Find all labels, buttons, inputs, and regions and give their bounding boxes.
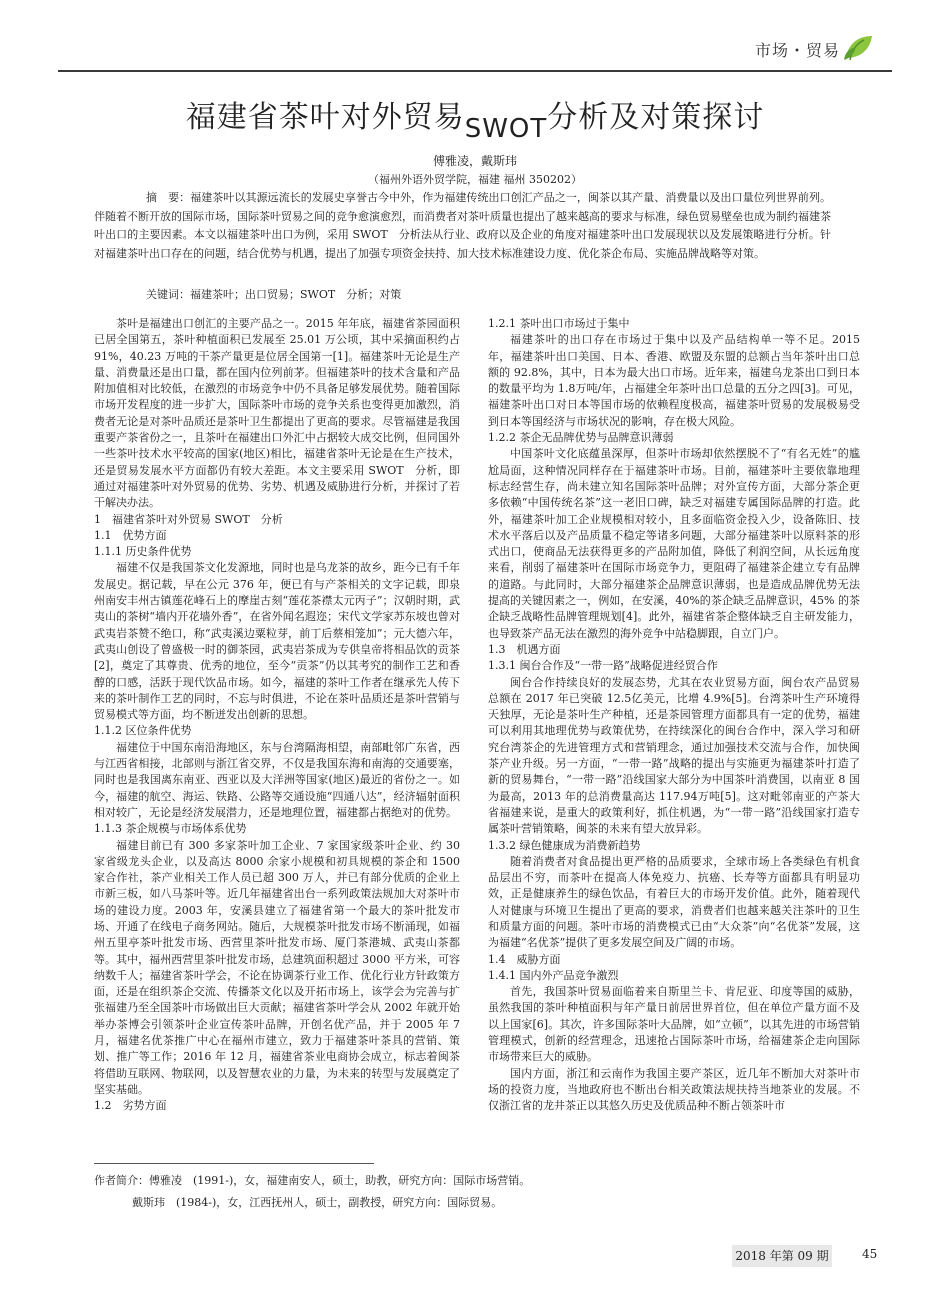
- article-title: [0, 92, 950, 144]
- abstract-label: 摘 要：: [146, 191, 191, 204]
- section-tag: 市场・贸易: [754, 41, 840, 60]
- right-column: [488, 316, 860, 1115]
- paragraph: 首先，我国茶叶贸易面临着来自斯里兰卡、肯尼亚、印度等国的威胁，虽然我国的茶叶种植面积与年产量日前居世界首位，但在单位产量方面不及以上国家[6]。其次，许多国际茶叶大品牌，如“立顿”，以其先进的市场营销管理模式，创新的经营理念，迅速抢占国际茶叶市场，给福建茶企走向国际市场带来巨大的威胁。: [488, 985, 860, 1064]
- footnote-rule: [94, 1163, 374, 1164]
- keywords: 关键词：福建茶叶；出口贸易；SWOT 分析；对策: [146, 288, 402, 301]
- section-heading: 1.2.2 茶企无品牌优势与品牌意识薄弱: [488, 431, 674, 445]
- issue-label: 2018 年第 09 期: [732, 1245, 832, 1267]
- section-heading: 1.1 优势方面: [94, 528, 167, 542]
- section-heading: 1 福建省茶叶对外贸易 SWOT 分析: [94, 512, 283, 526]
- paragraph: 闽台合作持续良好的发展态势，尤其在农业贸易方面，闽台农产品贸易总额在 2017 年已突破 12.5亿美元，比增 4.9%[5]。台湾茶叶生产环境得天独厚，无论是茶叶生产种植，还是茶园管理方面都具有一定的优势，福建可以利用其地理优势与政策优势，在持续深化的闽台合作中，深入学习和研究台湾茶企的先进管理方式和营销理念，通过加强技术交流与合作，加快闽茶产业升级。另一方面，“一带一路”战略的提出与实施更为福建茶叶打造了新的贸易舞台，“一带一路”沿线国家大部分为中国茶叶消费国，以南亚 8 国为最高，2013 年的总消费量高达 117.94万吨[5]。这对毗邻南亚的产茶大省福建来说，是重大的政策利好，抓住机遇，为“一带一路”沿线国家打造专属茶叶营销策略，闽茶的未来有望大放异彩。: [488, 675, 860, 836]
- page-number: 45: [862, 1247, 878, 1261]
- footnote-line-1: 作者简介：傅雅凌 (1991-)，女，福建南安人，硕士，助教，研究方向：国际市场营销。: [94, 1174, 531, 1187]
- paragraph: 福建目前已有 300 多家茶叶加工企业、7 家国家级茶叶企业、约 30 家省级龙头企业，以及高达 8000 余家小规模和初具规模的茶企和 1500 家合作社，茶产业相关工作人员已超 300 万人，并已有部分优质的企业上市新三板，如八马茶叶等。近几年福建省出台一系列政策法规加大对茶叶市场的建设力度。2003 年，安溪县建立了福建省第一个最大的茶叶批发市场、开通了在线电子商务网站。随后，大规模茶叶批发市场不断涌现，如福州五里亭茶叶批发市场、西营里茶叶批发市场、厦门茶港城、武夷山茶都等。其中，福州西营里茶叶批发市场，总建筑面积超过 3000 平方米，可容纳数千人；福建省茶叶学会，不论在协调茶行业工作、优化行业方针政策方面，还是在组织茶企交流、传播茶文化以及开拓市场上，该学会为完善与扩张福建乃至全国茶叶市场做出巨大贡献；福建省茶叶学会从 2002 年就开始举办茶博会引领茶叶企业宣传茶叶品牌，开创名优产品，并于 2005 年 7 月，福建名优茶推广中心在福州市建立，致力于福建茶叶茶具的营销、策划、推广等工作；2016 年 12 月，福建省茶业电商协会成立，标志着闽茶将借助互联网、物联网，以及智慧农业的力量，为未来的转型与发展奠定了坚实基础。: [94, 838, 460, 1096]
- section-heading: 1.2 劣势方面: [94, 1099, 167, 1113]
- header-rule: [58, 70, 892, 72]
- section-heading: 1.4 威胁方面: [488, 952, 561, 966]
- paragraph: 福建茶叶的出口存在市场过于集中以及产品结构单一等不足。2015 年，福建茶叶出口美国、日本、香港、欧盟及东盟的总额占当年茶叶出口总额的 92.8%，其中，日本为最大出口市场。近年来，福建乌龙茶出口到日本的数量平均为 1.8万吨/年，占福建全年茶叶出口总量的五分之四[3]。可见，福建茶叶出口对日本等国市场的依赖程度极高，福建茶叶贸易的发展极易受到日本等国经济与市场状况的影响，存在极大风险。: [488, 333, 860, 428]
- paragraph: 中国茶叶文化底蕴虽深厚，但茶叶市场却依然摆脱不了“有名无姓”的尴尬局面，这种情况同样存在于福建茶叶市场。目前，福建茶叶主要依靠地理标志经营生存，尚未建立知名国际茶叶品牌；对外宣传方面，大部分茶企更多依赖“中国传统名茶”这一老旧口碑，缺乏对福建专属国际品牌的打造。此外，福建茶叶加工企业规模相对较小，且多面临资金投入少，设备陈旧、技术水平落后以及产品质量不稳定等诸多问题，大部分福建茶叶以原料茶的形式出口，使商品无法获得更多的产品附加值，降低了利润空间，从长远角度来看，削弱了福建茶叶在国际市场竞争力，更阻碍了福建茶企建立专有品牌的道路。与此同时，大部分福建茶企品牌意识薄弱，也是造成品牌优势无法提高的关键因素之一，例如，在安溪，40%的茶企缺乏品牌意识，45% 的茶企缺乏战略性品牌管理规划[4]。此外，福建省茶企整体缺乏自主研发能力，也导致茶产品无法在激烈的海外竞争中站稳脚跟，自立门户。: [488, 447, 860, 640]
- abstract-text: 福建茶叶以其源远流长的发展史享誉古今中外，作为福建传统出口创汇产品之一，闽茶以其产量、消费量以及出口量位列世界前列。伴随着不断开放的国际市场，国际茶叶贸易之间的竞争愈演愈烈，而消费者对茶叶质量也提出了越来越高的要求与标准，绿色贸易壁垒也成为制约福建茶叶出口的主要因素。本文以福建茶叶出口为例，采用 SWOT 分析法从行业、政府以及企业的角度对福建茶叶出口发展现状以及发展策略进行分析。针对福建茶叶出口存在的问题，结合优势与机遇，提出了加强专项资金扶持、加大技术标准建设力度、优化茶企布局、实施品牌战略等对策。: [94, 191, 832, 260]
- leaf-icon: [842, 32, 876, 62]
- abstract: [94, 189, 831, 263]
- footnote-line-2: 戴斯玮 (1984-)，女，江西抚州人，硕士，副教授，研究方向：国际贸易。: [132, 1196, 503, 1209]
- section-heading: 1.1.1 历史条件优势: [94, 545, 192, 559]
- title-swot: SWOT: [464, 114, 548, 144]
- paragraph: 福建位于中国东南沿海地区，东与台湾隔海相望，南部毗邻广东省，西与江西省相接，北部则与浙江省交界，不仅是我国东海和南海的交通要塞，同时也是我国离东南亚、西亚以及大洋洲等国家(地区)最近的省份之一。如今，福建的航空、海运、铁路、公路等交通设施“四通八达”，经济辐射面积相对较广，无论是经济发展潜力，还是地理位置，福建都占据绝对的优势。: [94, 740, 460, 819]
- affiliation: （福州外语外贸学院，福建 福州 350202）: [368, 173, 582, 186]
- section-heading: 1.3.2 绿色健康成为消费新趋势: [488, 838, 641, 852]
- section-heading: 1.1.2 区位条件优势: [94, 724, 192, 738]
- title-tail: 分析及对策探讨: [547, 100, 765, 135]
- paragraph: 福建不仅是我国茶文化发源地，同时也是乌龙茶的故乡，距今已有千年发展史。据记载，早在公元 376 年，便已有与产茶相关的文字记载，即泉州南安丰州古镇莲花峰石上的摩崖古刻“莲花茶襟太元丙子”；汉朝时期，武夷山的茶树“墙内开花墙外香”，在省外闻名遐迩；宋代文学家苏东坡也曾对武夷岩茶赞不绝口，称“武夷溪边粟粒芽，前丁后蔡相笼加”；元大德六年，武夷山创设了曾盛极一时的御茶园，武夷岩茶成为专供皇帝将相品饮的贡茶[2]，奠定了其尊贵、优秀的地位，至今“贡茶”仍以其考究的制作工艺和香醇的口感，活跃于现代饮品市场。如今，福建的茶叶工作者在继承先人传下来的茶叶制作工艺的同时，不忘与时俱进，不论在茶叶品质还是茶叶营销与贸易模式等方面，均不断迸发出创新的思想。: [94, 561, 460, 722]
- paragraph: 随着消费者对食品提出更严格的品质要求，全球市场上各类绿色有机食品层出不穷，而茶叶在提高人体免疫力、抗癌、长寿等方面都具有明显功效，正是健康养生的绿色饮品，有着巨大的市场开发价值。此外，随着现代人对健康与环境卫生提出了更高的要求，消费者们也越来越关注茶叶的卫生和质量方面的问题。茶叶市场的消费模式已由“大众茶”向“名优茶”发展，这为福建“名优茶”提供了更多发展空间及广阔的市场。: [488, 854, 860, 950]
- section-heading: 1.1.3 茶企规模与市场体系优势: [94, 822, 247, 836]
- page-header: [0, 0, 950, 70]
- section-heading: 1.3 机遇方面: [488, 642, 561, 656]
- paragraph: 茶叶是福建出口创汇的主要产品之一。2015 年年底，福建省茶园面积已居全国第五，茶叶种植面积已发展至 25.01 万公顷，其中采摘面积约占 91%，40.23 万吨的干茶产量更是位居全国第一[1]。福建茶叶无论是生产量、消费量还是出口量，都在国内位列前茅。但福建茶叶的技术含量和产品附加值相对比较低，在激烈的市场竞争中仍不具备足够发展优势。随着国际市场开发程度的进一步扩大，国际茶叶市场的竞争关系也变得更加激烈，消费者无论是对茶叶品质还是茶叶卫生都提出了更高的要求。尽管福建是我国重要产茶省份之一，且茶叶在福建出口外汇中占据较大成交比例，但同国外一些茶叶技术水平较高的国家(地区)相比，福建省茶叶无论是在生产技术，还是贸易发展水平方面都仍有较大差距。本文主要采用 SWOT 分析，即通过对福建茶叶对外贸易的优势、劣势、机遇及威胁进行分析，并探讨了若干解决办法。: [94, 317, 460, 510]
- section-heading: 1.3.1 闽台合作及“一带一路”战略促进经贸合作: [488, 659, 718, 673]
- left-column: [94, 316, 460, 1115]
- title-main: 福建省茶叶对外贸易: [185, 100, 465, 135]
- section-heading: 1.4.1 国内外产品竞争激烈: [488, 968, 619, 982]
- author-footnote: [94, 1170, 530, 1214]
- section-heading: 1.2.1 茶叶出口市场过于集中: [488, 317, 630, 330]
- authors: 傅雅凌，戴斯玮: [432, 154, 517, 168]
- paragraph: 国内方面，浙江和云南作为我国主要产茶区，近几年不断加大对茶叶市场的投资力度，当地政府也不断出台相关政策法规扶持当地茶业的发展。不仅浙江省的龙井茶正以其悠久历史及优质品种不断占领茶叶市: [488, 1066, 860, 1113]
